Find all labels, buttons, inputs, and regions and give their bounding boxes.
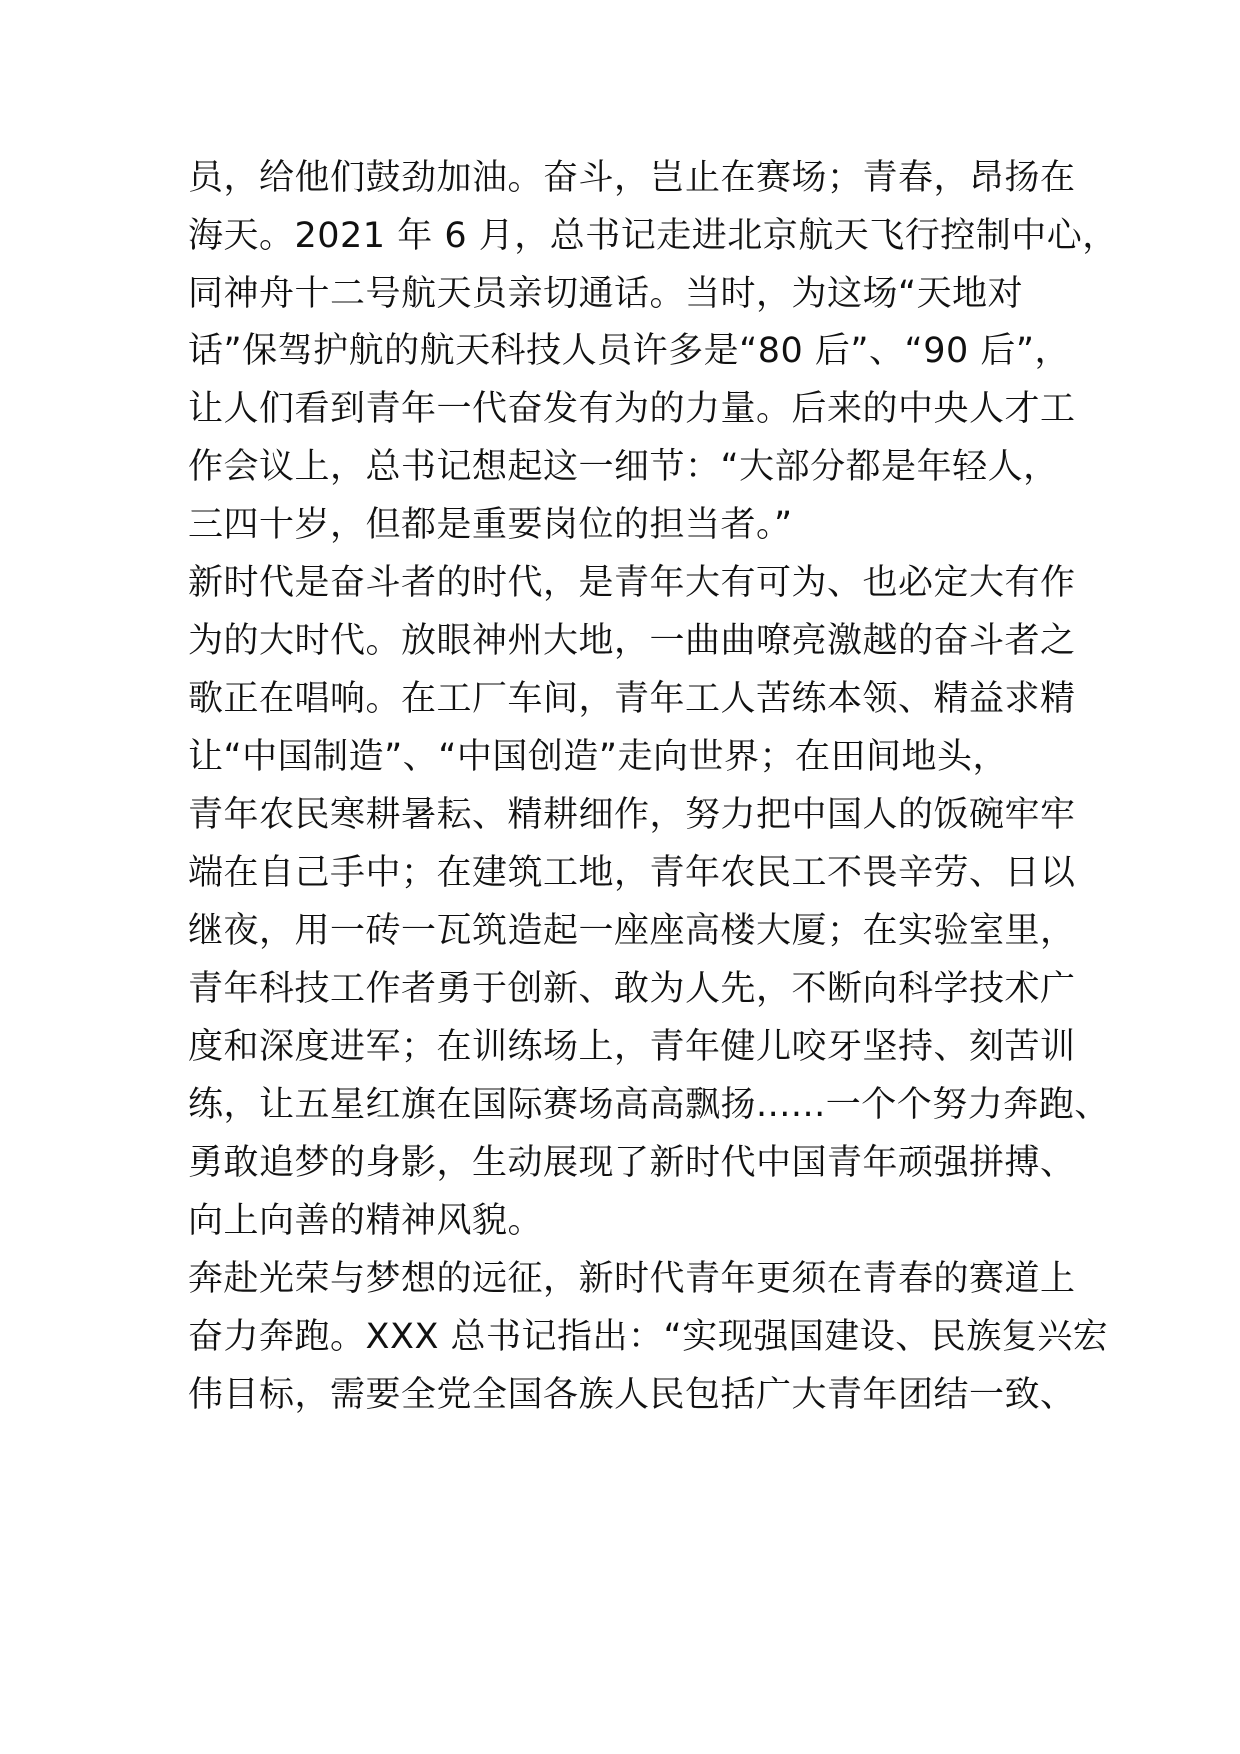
text-line: 让人们看到青年一代奋发有为的力量。后来的中央人才工 (188, 389, 1076, 429)
text-line: 作会议上，总书记想起这一细节：“大部分都是年轻人， (188, 447, 1059, 487)
text-line: 奋力奔跑。XXX 总书记指出：“实现强国建设、民族复兴宏 (188, 1317, 1109, 1357)
text-line: 歌正在唱响。在工厂车间，青年工人苦练本领、精益求精 (188, 679, 1076, 719)
text-line: 奔赴光荣与梦想的远征，新时代青年更须在青春的赛道上 (188, 1259, 1076, 1299)
text-line: 青年农民寒耕暑耘、精耕细作，努力把中国人的饭碗牢牢 (188, 795, 1076, 835)
text-line: 度和深度进军；在训练场上，青年健儿咬牙坚持、刻苦训 (188, 1027, 1076, 1067)
text-line: 勇敢追梦的身影，生动展现了新时代中国青年顽强拼搏、 (188, 1143, 1076, 1183)
text-line: 端在自己手中；在建筑工地，青年农民工不畏辛劳、日以 (188, 853, 1076, 893)
text-line: 同神舟十二号航天员亲切通话。当时，为这场“天地对 (188, 274, 1024, 314)
text-line: 三四十岁，但都是重要岗位的担当者。” (188, 505, 793, 545)
text-line: 话”保驾护航的航天科技人员许多是“80 后”、“90 后”， (188, 331, 1070, 371)
text-line: 伟目标，需要全党全国各族人民包括广大青年团结一致、 (188, 1375, 1076, 1415)
text-line: 新时代是奋斗者的时代，是青年大有可为、也必定大有作 (188, 563, 1076, 603)
text-line: 练，让五星红旗在国际赛场高高飘扬......一个个努力奔跑、 (188, 1085, 1110, 1125)
text-line: 青年科技工作者勇于创新、敢为人先，不断向科学技术广 (188, 969, 1076, 1009)
text-line: 继夜，用一砖一瓦筑造起一座座高楼大厦；在实验室里， (188, 911, 1076, 951)
text-line: 员，给他们鼓劲加油。奋斗，岂止在赛场；青春，昂扬在 (188, 158, 1076, 198)
text-line: 为的大时代。放眼神州大地，一曲曲嘹亮激越的奋斗者之 (188, 621, 1076, 661)
text-line: 海天。2021 年 6 月，总书记走进北京航天飞行控制中心， (188, 216, 1118, 256)
text-line: 让“中国制造”、“中国创造”走向世界；在田间地头， (188, 737, 1009, 777)
text-line: 向上向善的精神风貌。 (188, 1201, 544, 1241)
